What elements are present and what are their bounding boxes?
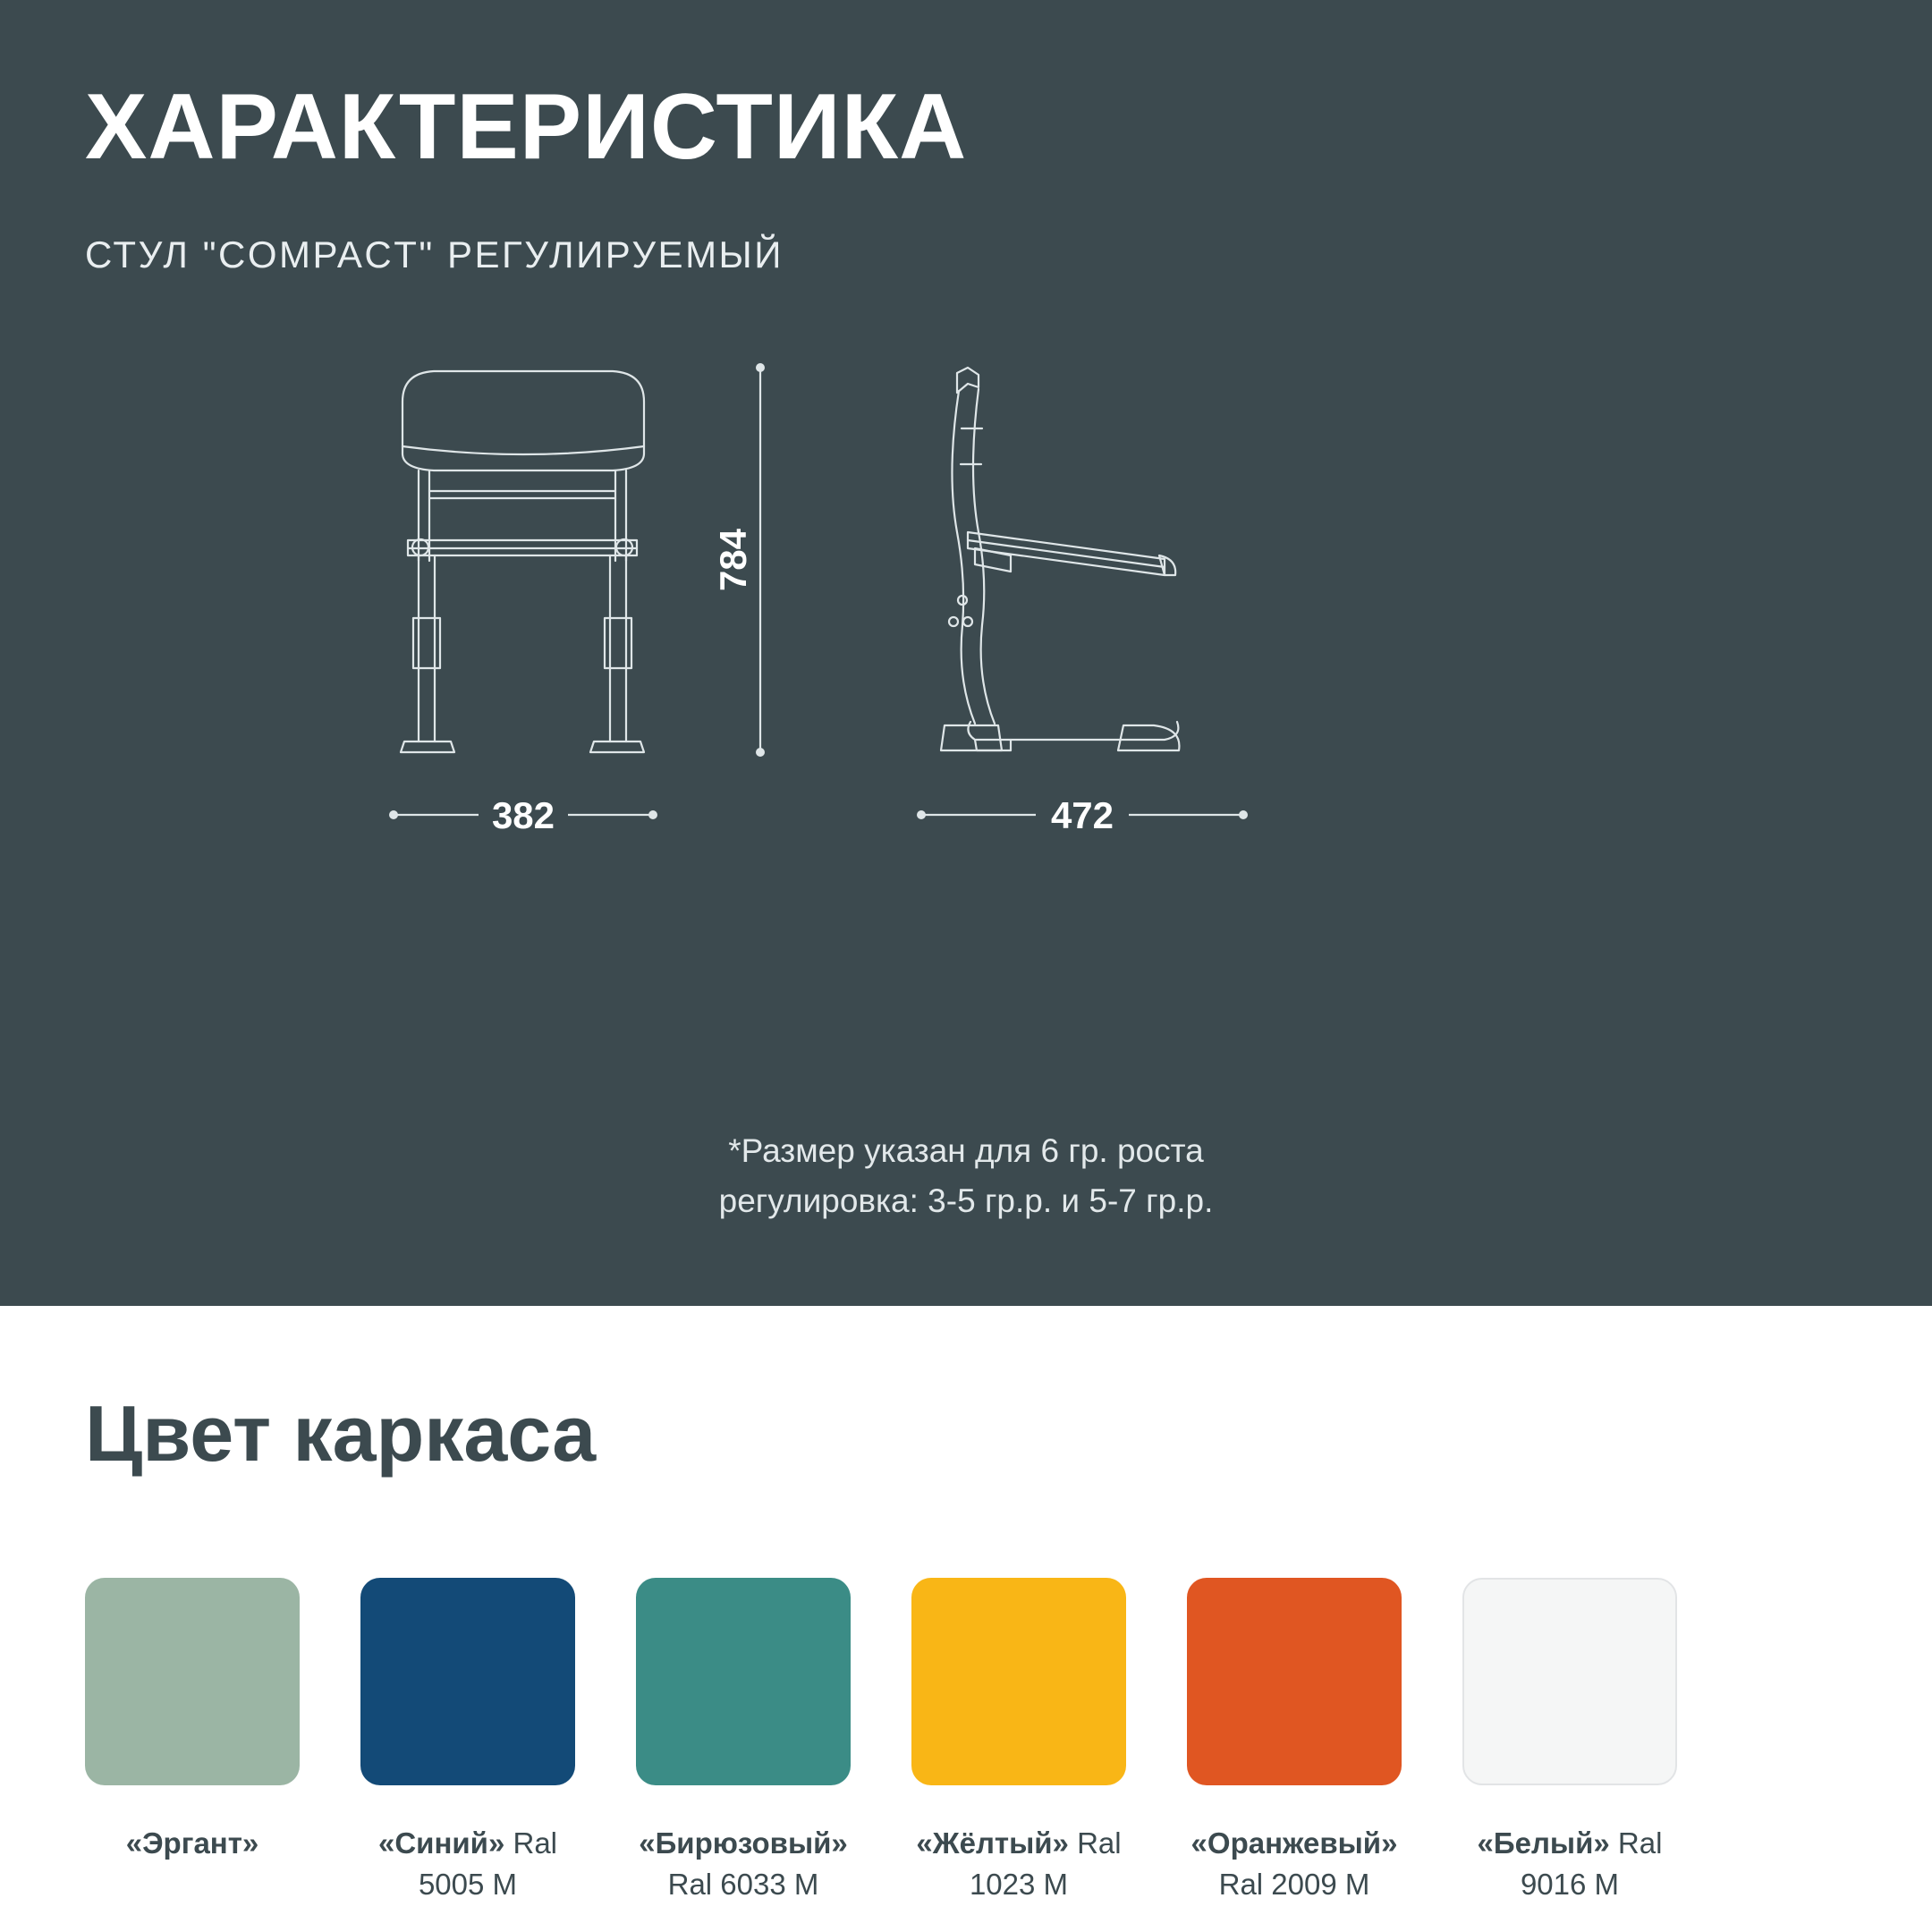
height-value: 784 — [712, 529, 754, 592]
color-swatch[interactable] — [1187, 1578, 1402, 1785]
color-code: Ral 2009 М — [1218, 1868, 1370, 1902]
page-title: ХАРАКТЕРИСТИКА — [85, 75, 968, 179]
color-swatch[interactable] — [85, 1578, 300, 1785]
chair-drawing-svg — [385, 357, 1547, 1072]
height-dimension — [712, 363, 765, 757]
color-code: Ral 9016 М — [1520, 1826, 1663, 1902]
width-value: 382 — [491, 794, 555, 837]
color-name: «Синий» — [377, 1826, 505, 1860]
color-name: «Эргант» — [125, 1826, 259, 1860]
side-view — [941, 368, 1179, 750]
product-subtitle: СТУЛ "COMPACT" РЕГУЛИРУЕМЫЙ — [85, 233, 784, 276]
color-code: Ral 6033 М — [667, 1868, 819, 1902]
front-view — [401, 371, 644, 752]
color-label — [636, 1823, 851, 1905]
color-option-orange[interactable] — [1187, 1578, 1402, 1905]
color-option-white[interactable] — [1462, 1578, 1677, 1905]
depth-dimension — [917, 794, 1248, 836]
color-swatch[interactable] — [911, 1578, 1126, 1785]
color-label — [360, 1823, 575, 1905]
depth-value: 472 — [1050, 794, 1114, 837]
color-name: «Бирюзовый» — [639, 1826, 848, 1860]
color-label — [126, 1823, 259, 1864]
color-label — [1462, 1823, 1677, 1905]
color-name: «Оранжевый» — [1191, 1826, 1398, 1860]
color-swatch[interactable] — [636, 1578, 851, 1785]
color-option-yellow[interactable] — [911, 1578, 1126, 1905]
color-option-blue[interactable] — [360, 1578, 575, 1905]
color-option-turquoise[interactable] — [636, 1578, 851, 1905]
color-code: Ral 1023 М — [969, 1826, 1122, 1902]
size-note-line-1: *Размер указан для 6 гр. роста — [728, 1132, 1204, 1170]
color-swatch-list — [85, 1578, 1847, 1905]
frame-color-section — [0, 1306, 1932, 1932]
width-dimension — [389, 794, 657, 836]
size-note — [85, 1126, 1847, 1225]
color-name: «Белый» — [1477, 1826, 1610, 1860]
color-swatch[interactable] — [360, 1578, 575, 1785]
color-swatch[interactable] — [1462, 1578, 1677, 1785]
technical-drawing — [385, 357, 1547, 1072]
color-label — [911, 1823, 1126, 1905]
color-code: Ral 5005 М — [418, 1826, 558, 1902]
size-note-line-2: регулировка: 3-5 гр.р. и 5-7 гр.р. — [718, 1182, 1214, 1219]
color-label — [1187, 1823, 1402, 1905]
frame-color-title: Цвет каркаса — [85, 1389, 597, 1478]
color-name: «Жёлтый» — [916, 1826, 1069, 1860]
color-option-ergant[interactable] — [85, 1578, 300, 1905]
